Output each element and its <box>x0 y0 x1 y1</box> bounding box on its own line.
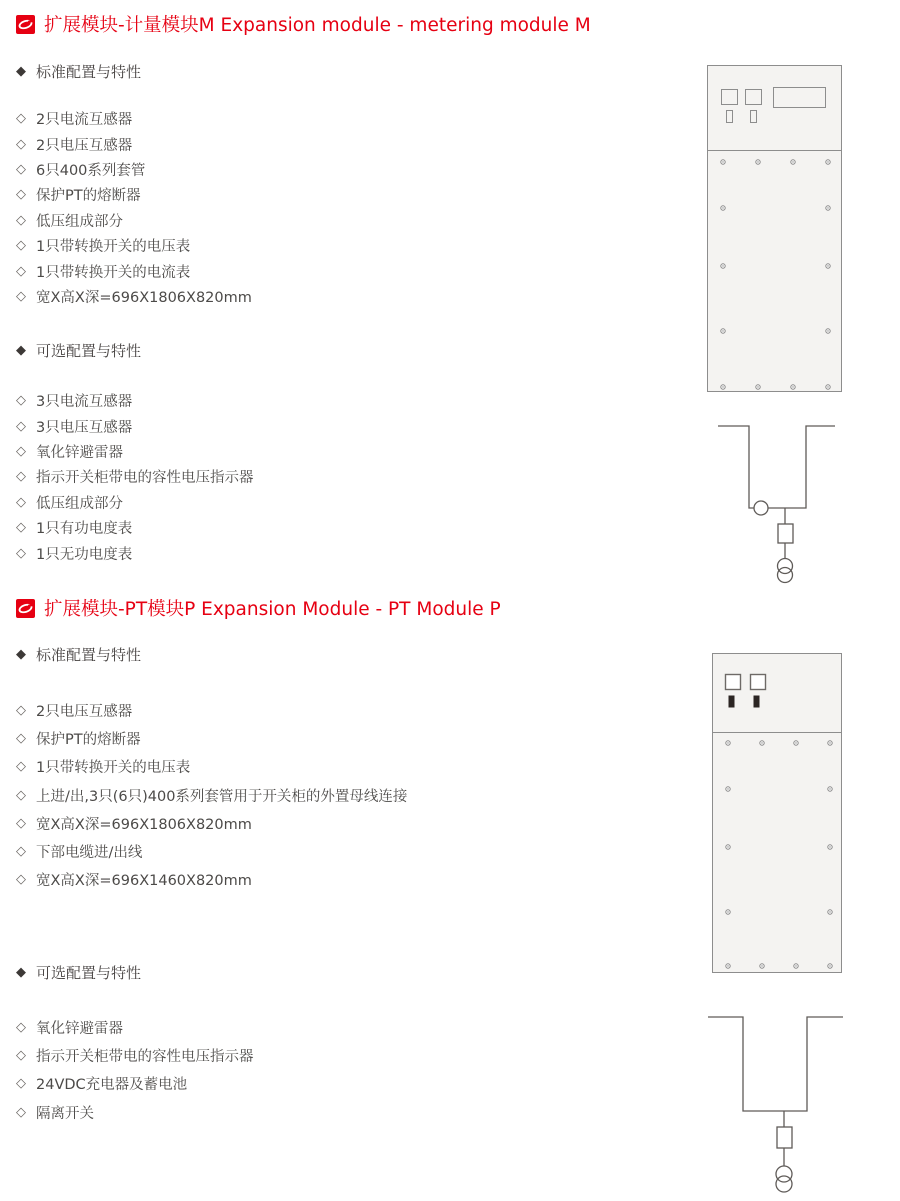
list-item: ◇ 保护PT的熔断器 <box>16 730 141 748</box>
hollow-diamond-bullet-icon: ◇ <box>16 815 26 831</box>
list-item: ◇ 1只带转换开关的电压表 <box>16 238 191 256</box>
hollow-diamond-bullet-icon: ◇ <box>16 212 26 228</box>
hollow-diamond-bullet-icon: ◇ <box>16 111 26 127</box>
hollow-diamond-bullet-icon: ◇ <box>16 520 26 536</box>
hollow-diamond-bullet-icon: ◇ <box>16 844 26 860</box>
hollow-diamond-bullet-icon: ◇ <box>16 136 26 152</box>
solid-diamond-bullet-icon: ◆ <box>16 63 26 79</box>
list-item: ◇ 指示开关柜带电的容性电压指示器 <box>16 1047 254 1065</box>
list-item: ◇ 宽X高X深=696X1806X820mm <box>16 288 252 306</box>
hollow-diamond-bullet-icon: ◇ <box>16 187 26 203</box>
hollow-diamond-bullet-icon: ◇ <box>16 469 26 485</box>
heading-standard-config-2: ◆ 标准配置与特性 <box>16 645 142 664</box>
list-item: ◇ 低压组成部分 <box>16 212 123 230</box>
list-item: ◇ 2只电流互感器 <box>16 111 133 129</box>
hollow-diamond-bullet-icon: ◇ <box>16 418 26 434</box>
list-item: ◇ 宽X高X深=696X1460X820mm <box>16 872 252 890</box>
list-item: ◇ 3只电流互感器 <box>16 393 133 411</box>
list-item: ◇ 隔离开关 <box>16 1104 94 1122</box>
list-standard-config-1 <box>16 106 252 309</box>
hollow-diamond-bullet-icon: ◇ <box>16 263 26 279</box>
list-item: ◇ 保护PT的熔断器 <box>16 187 141 205</box>
list-item: ◇ 3只电压互感器 <box>16 418 133 436</box>
list-item: ◇ 1只带转换开关的电压表 <box>16 759 191 777</box>
heading-optional-config-2: ◆ 可选配置与特性 <box>16 963 142 982</box>
heading-optional-config-1: ◆ 可选配置与特性 <box>16 341 142 360</box>
hollow-diamond-bullet-icon: ◇ <box>16 730 26 746</box>
list-standard-config-2 <box>16 696 407 894</box>
hollow-diamond-bullet-icon: ◇ <box>16 1047 26 1063</box>
heading-standard-config-1: ◆ 标准配置与特性 <box>16 62 142 81</box>
list-item: ◇ 宽X高X深=696X1806X820mm <box>16 815 252 833</box>
hollow-diamond-bullet-icon: ◇ <box>16 787 26 803</box>
hollow-diamond-bullet-icon: ◇ <box>16 494 26 510</box>
list-optional-config-1 <box>16 388 254 566</box>
hollow-diamond-bullet-icon: ◇ <box>16 443 26 459</box>
solid-diamond-bullet-icon: ◆ <box>16 964 26 980</box>
hollow-diamond-bullet-icon: ◇ <box>16 759 26 775</box>
list-item: ◇ 下部电缆进/出线 <box>16 844 143 862</box>
brand-logo-icon <box>16 599 35 618</box>
list-optional-config-2 <box>16 1013 254 1126</box>
pt-single-line-diagram <box>702 1008 857 1201</box>
section-title-text: 扩展模块-PT模块P Expansion Module - PT Module P <box>44 599 501 620</box>
list-item: ◇ 2只电压互感器 <box>16 702 133 720</box>
list-item: ◇ 氧化锌避雷器 <box>16 443 123 461</box>
hollow-diamond-bullet-icon: ◇ <box>16 872 26 888</box>
list-item: ◇ 上进/出,3只(6只)400系列套管用于开关柜的外置母线连接 <box>16 787 408 805</box>
list-item: ◇ 指示开关柜带电的容性电压指示器 <box>16 469 254 487</box>
list-item: ◇ 1只无功电度表 <box>16 545 133 563</box>
list-item: ◇ 2只电压互感器 <box>16 136 133 154</box>
list-item: ◇ 1只带转换开关的电流表 <box>16 263 191 281</box>
solid-diamond-bullet-icon: ◆ <box>16 646 26 662</box>
hollow-diamond-bullet-icon: ◇ <box>16 702 26 718</box>
section-title-metering-module <box>16 11 591 37</box>
hollow-diamond-bullet-icon: ◇ <box>16 1104 26 1120</box>
section-title-pt-module <box>16 595 501 621</box>
list-item: ◇ 6只400系列套管 <box>16 161 146 179</box>
solid-diamond-bullet-icon: ◆ <box>16 342 26 358</box>
metering-single-line-diagram <box>700 408 850 592</box>
list-item: ◇ 24VDC充电器及蓄电池 <box>16 1076 188 1094</box>
pt-cabinet-front-view <box>712 653 842 977</box>
hollow-diamond-bullet-icon: ◇ <box>16 393 26 409</box>
section-title-text: 扩展模块-计量模块M Expansion module - metering module M <box>44 15 591 36</box>
hollow-diamond-bullet-icon: ◇ <box>16 238 26 254</box>
hollow-diamond-bullet-icon: ◇ <box>16 1076 26 1092</box>
hollow-diamond-bullet-icon: ◇ <box>16 545 26 561</box>
hollow-diamond-bullet-icon: ◇ <box>16 161 26 177</box>
hollow-diamond-bullet-icon: ◇ <box>16 288 26 304</box>
metering-cabinet-front-view <box>707 65 842 396</box>
list-item: ◇ 1只有功电度表 <box>16 520 133 538</box>
hollow-diamond-bullet-icon: ◇ <box>16 1019 26 1035</box>
list-item: ◇ 氧化锌避雷器 <box>16 1019 123 1037</box>
brand-logo-icon <box>16 15 35 34</box>
list-item: ◇ 低压组成部分 <box>16 494 123 512</box>
